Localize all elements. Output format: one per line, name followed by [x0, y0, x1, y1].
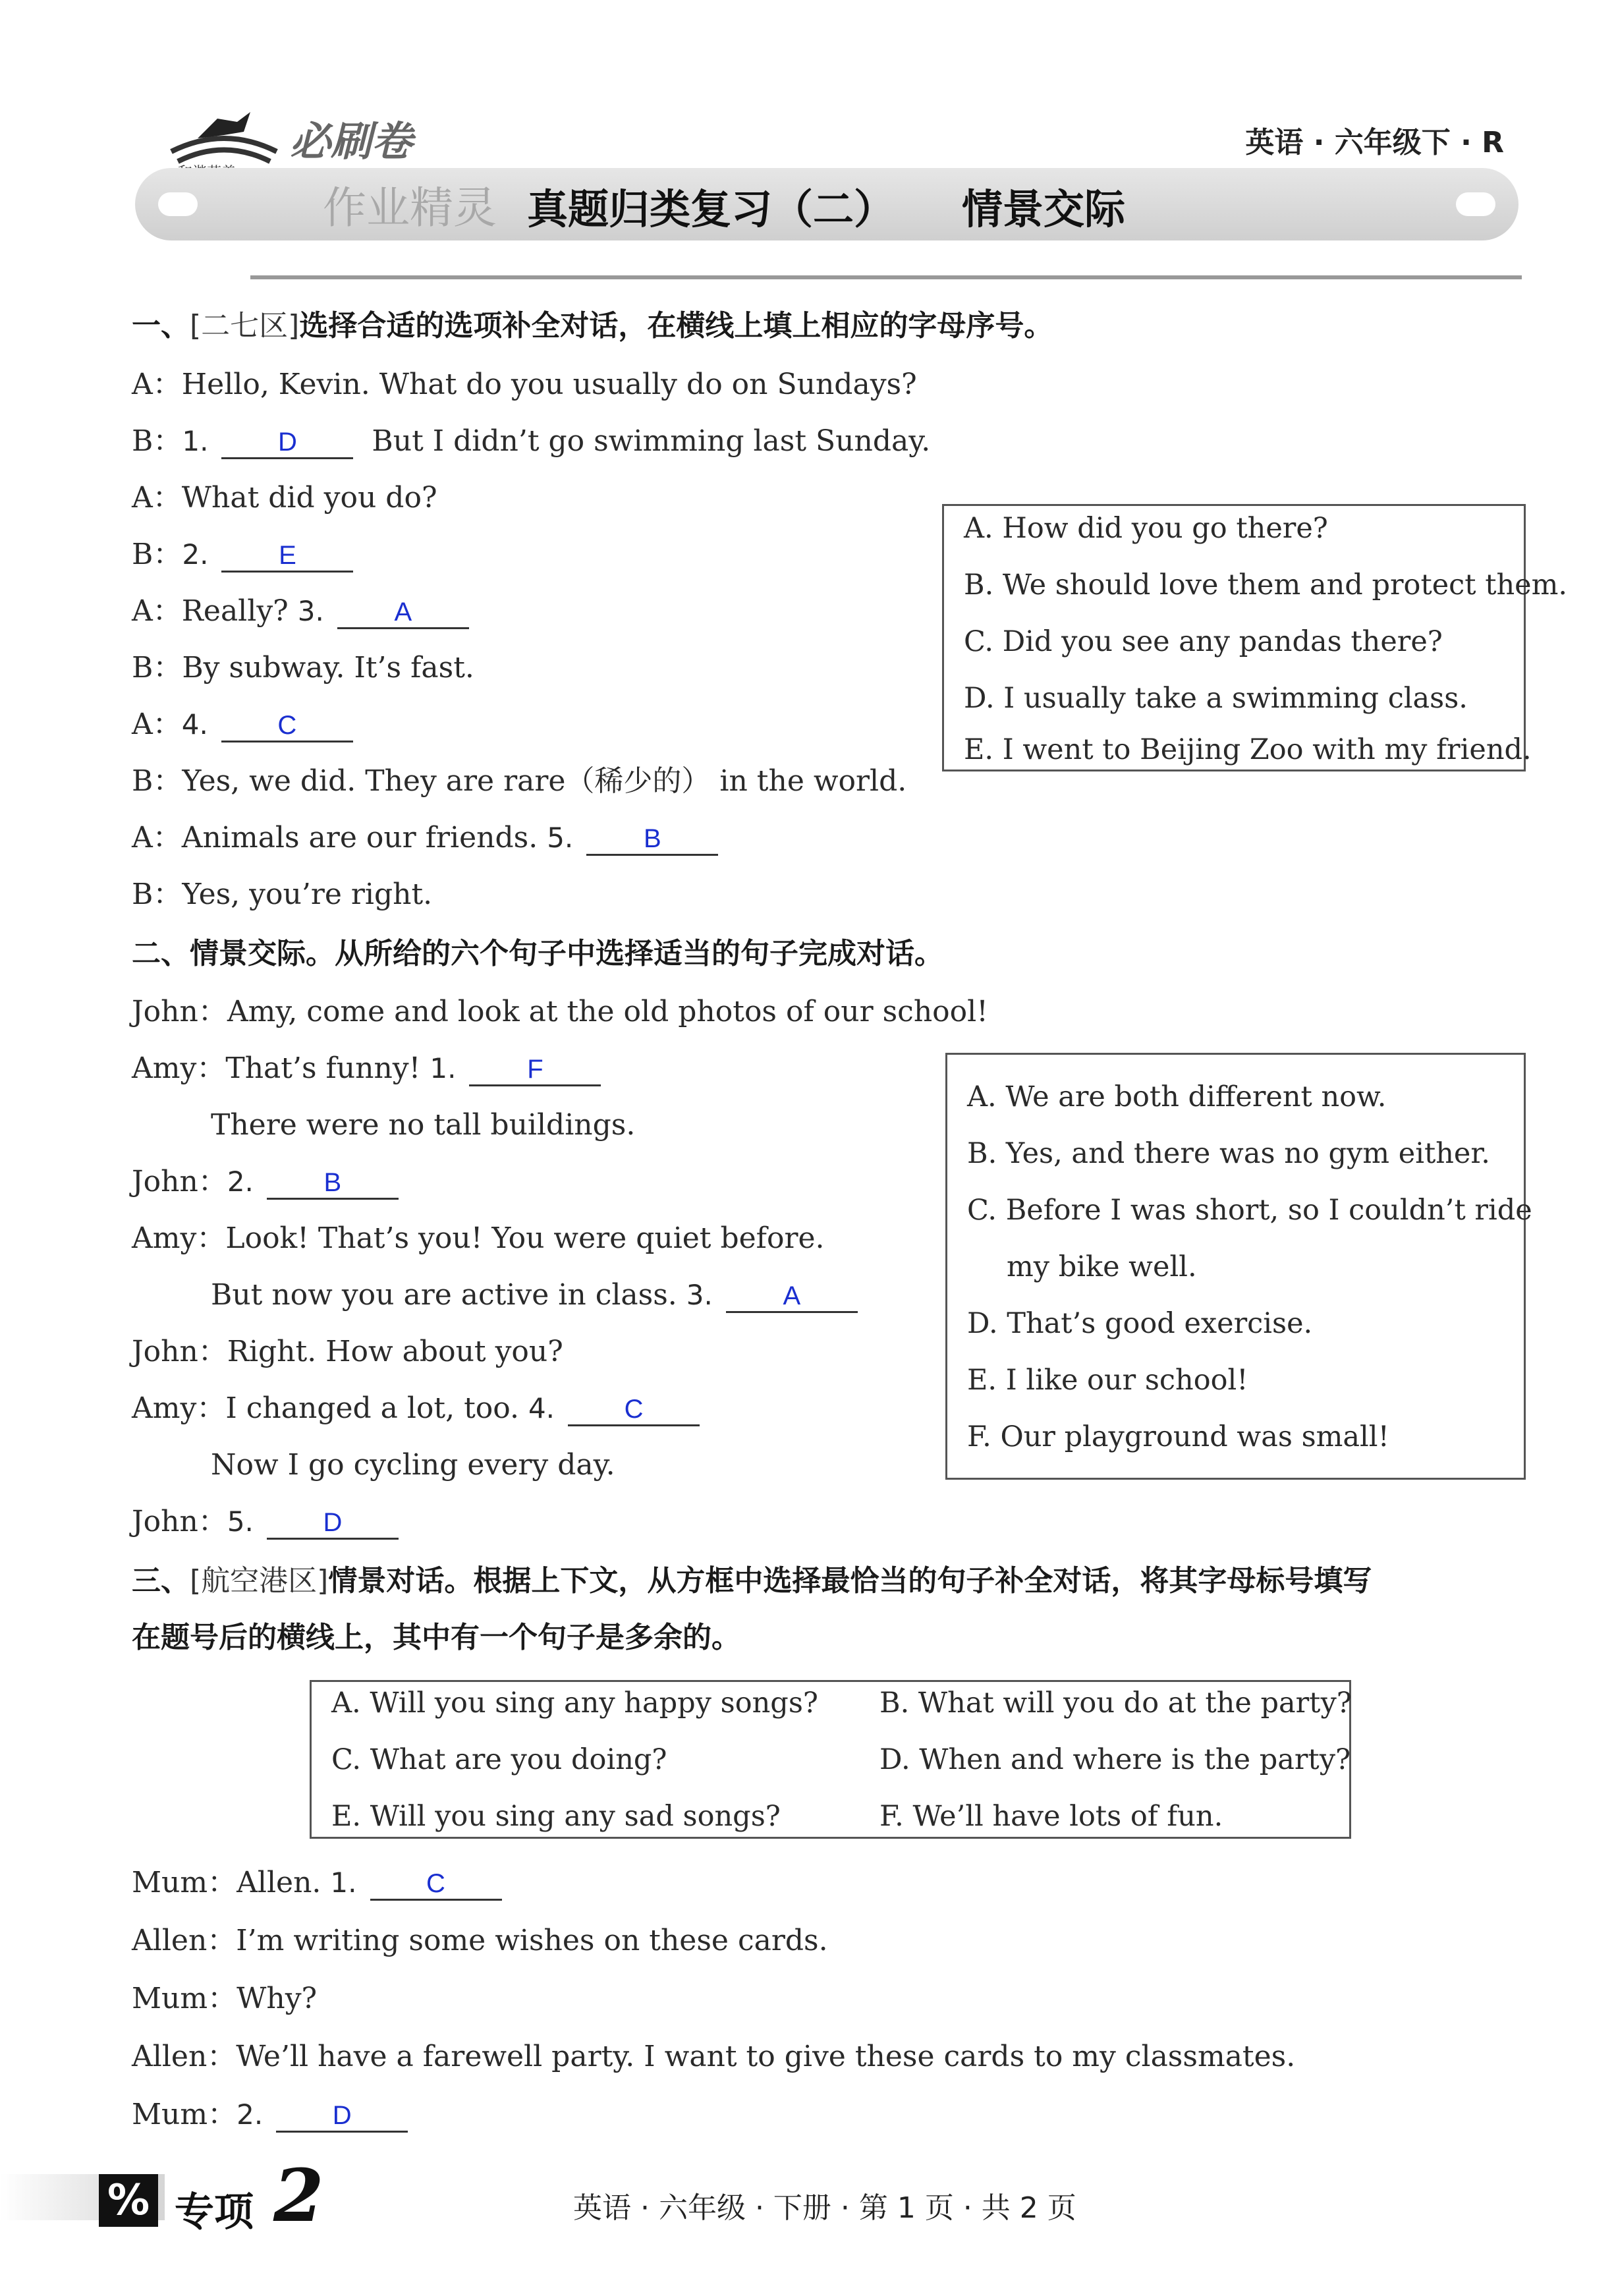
dialogue-line: Amy：Look! That’s you! You were quiet before. [132, 1221, 825, 1255]
page-info: 英语 · 六年级 · 下册 · 第 1 页 · 共 2 页 [573, 2191, 1076, 2225]
footer-number: 2 [273, 2153, 324, 2238]
dialogue-line: But now you are active in class. 3. A [211, 1277, 858, 1314]
answer-blank[interactable]: C [221, 710, 353, 742]
section3-heading-cont: 在题号后的横线上，其中有一个句子是多余的。 [132, 1621, 740, 1654]
answer-blank[interactable]: C [370, 1868, 502, 1901]
answer-blank[interactable]: D [267, 1507, 399, 1540]
watermark: 作业精灵 [323, 182, 497, 233]
dialogue-line: A：Animals are our friends. 5. B [132, 820, 718, 856]
option: F. Our playground was small! [967, 1420, 1389, 1453]
section2-heading: 二、情景交际。从所给的六个句子中选择适当的句子完成对话。 [132, 937, 943, 970]
logo-text: 必刷卷 [290, 117, 413, 165]
answer-blank[interactable]: F [469, 1054, 601, 1086]
topic-title: 情景交际 [962, 185, 1126, 233]
dialogue-line: B：Yes, we did. They are rare（稀少的） in the world. [132, 764, 907, 798]
section1-heading: 一、[二七区]选择合适的选项补全对话，在横线上填上相应的字母序号。 [132, 309, 1053, 343]
section3-heading: 三、[航空港区]情景对话。根据上下文，从方框中选择最恰当的句子补全对话，将其字母标号填写 [132, 1564, 1372, 1598]
answer-blank[interactable]: B [267, 1167, 399, 1200]
option: B. Yes, and there was no gym either. [967, 1137, 1490, 1170]
answer-blank[interactable]: A [337, 597, 469, 629]
dialogue-line: B：Yes, you’re right. [132, 878, 433, 911]
dialogue-line: A：Hello, Kevin. What do you usually do on Sundays? [132, 368, 917, 401]
dialogue-line: B：By subway. It’s fast. [132, 651, 474, 685]
dialogue-line: There were no tall buildings. [211, 1108, 636, 1142]
band-left-cap [158, 192, 198, 216]
option: C. Did you see any pandas there? [964, 625, 1443, 658]
section1-options-box [942, 504, 1568, 771]
header-divider [250, 275, 1522, 279]
answer-blank[interactable]: D [221, 427, 353, 459]
answer-blank[interactable]: A [726, 1281, 858, 1313]
option: A. Will you sing any happy songs? [331, 1687, 818, 1720]
option: D. I usually take a swimming class. [964, 682, 1468, 715]
option: D. When and where is the party? [879, 1743, 1351, 1776]
dialogue-line: John：2. B [132, 1163, 399, 1200]
dialogue-line: A：What did you do? [132, 481, 437, 515]
option: my bike well. [1007, 1250, 1197, 1283]
section3-options-box [310, 1680, 1351, 1839]
option: F. We’ll have lots of fun. [879, 1800, 1223, 1833]
dialogue-line: Mum：Allen. 1. C [132, 1864, 502, 1901]
dialogue-line: Allen：We’ll have a farewell party. I want to give these cards to my classmates. [132, 2040, 1296, 2073]
option: E. I like our school! [967, 1364, 1248, 1397]
dialogue-line: B：2. E [132, 536, 353, 573]
dialogue-line: Amy：That’s funny! 1. F [132, 1050, 601, 1087]
option: D. That’s good exercise. [967, 1307, 1313, 1340]
dialogue-line: John：5. D [132, 1503, 399, 1540]
answer-blank[interactable]: B [586, 824, 718, 856]
dialogue-line: John：Right. How about you? [132, 1335, 563, 1368]
subject-label: 英语 · 六年级下 · R [1245, 126, 1504, 159]
option: B. What will you do at the party? [879, 1687, 1352, 1720]
answer-blank[interactable]: E [221, 540, 353, 573]
dialogue-line: B：1. D But I didn’t go swimming last Sunday. [132, 424, 931, 458]
option: A. How did you go there? [964, 512, 1328, 545]
dialogue-line: A：4. C [132, 706, 353, 743]
dialogue-line: Mum：Why? [132, 1982, 318, 2015]
option: A. We are both different now. [967, 1080, 1387, 1113]
dialogue-line: Now I go cycling every day. [211, 1448, 615, 1482]
answer-blank[interactable]: D [276, 2100, 408, 2133]
option: E. I went to Beijing Zoo with my friend. [964, 733, 1532, 766]
percent-badge: % [99, 2174, 158, 2227]
option: B. We should love them and protect them. [964, 569, 1568, 602]
answer-blank[interactable]: C [568, 1394, 700, 1426]
dialogue-line: Amy：I changed a lot, too. 4. C [132, 1390, 700, 1427]
dialogue-line: John：Amy, come and look at the old photos of our school! [132, 995, 988, 1028]
dialogue-line: Allen：I’m writing some wishes on these cards. [132, 1924, 828, 1957]
dialogue-line: A：Really? 3. A [132, 593, 469, 630]
section2-options-box [945, 1053, 1532, 1480]
page-title: 真题归类复习（二） [527, 185, 895, 233]
footer-label: 专项 [175, 2189, 254, 2235]
dialogue-line: Mum：2. D [132, 2096, 408, 2133]
band-right-cap [1456, 192, 1495, 216]
option: C. Before I was short, so I couldn’t ride [967, 1194, 1532, 1227]
option: C. What are you doing? [331, 1743, 667, 1776]
option: E. Will you sing any sad songs? [331, 1800, 781, 1833]
